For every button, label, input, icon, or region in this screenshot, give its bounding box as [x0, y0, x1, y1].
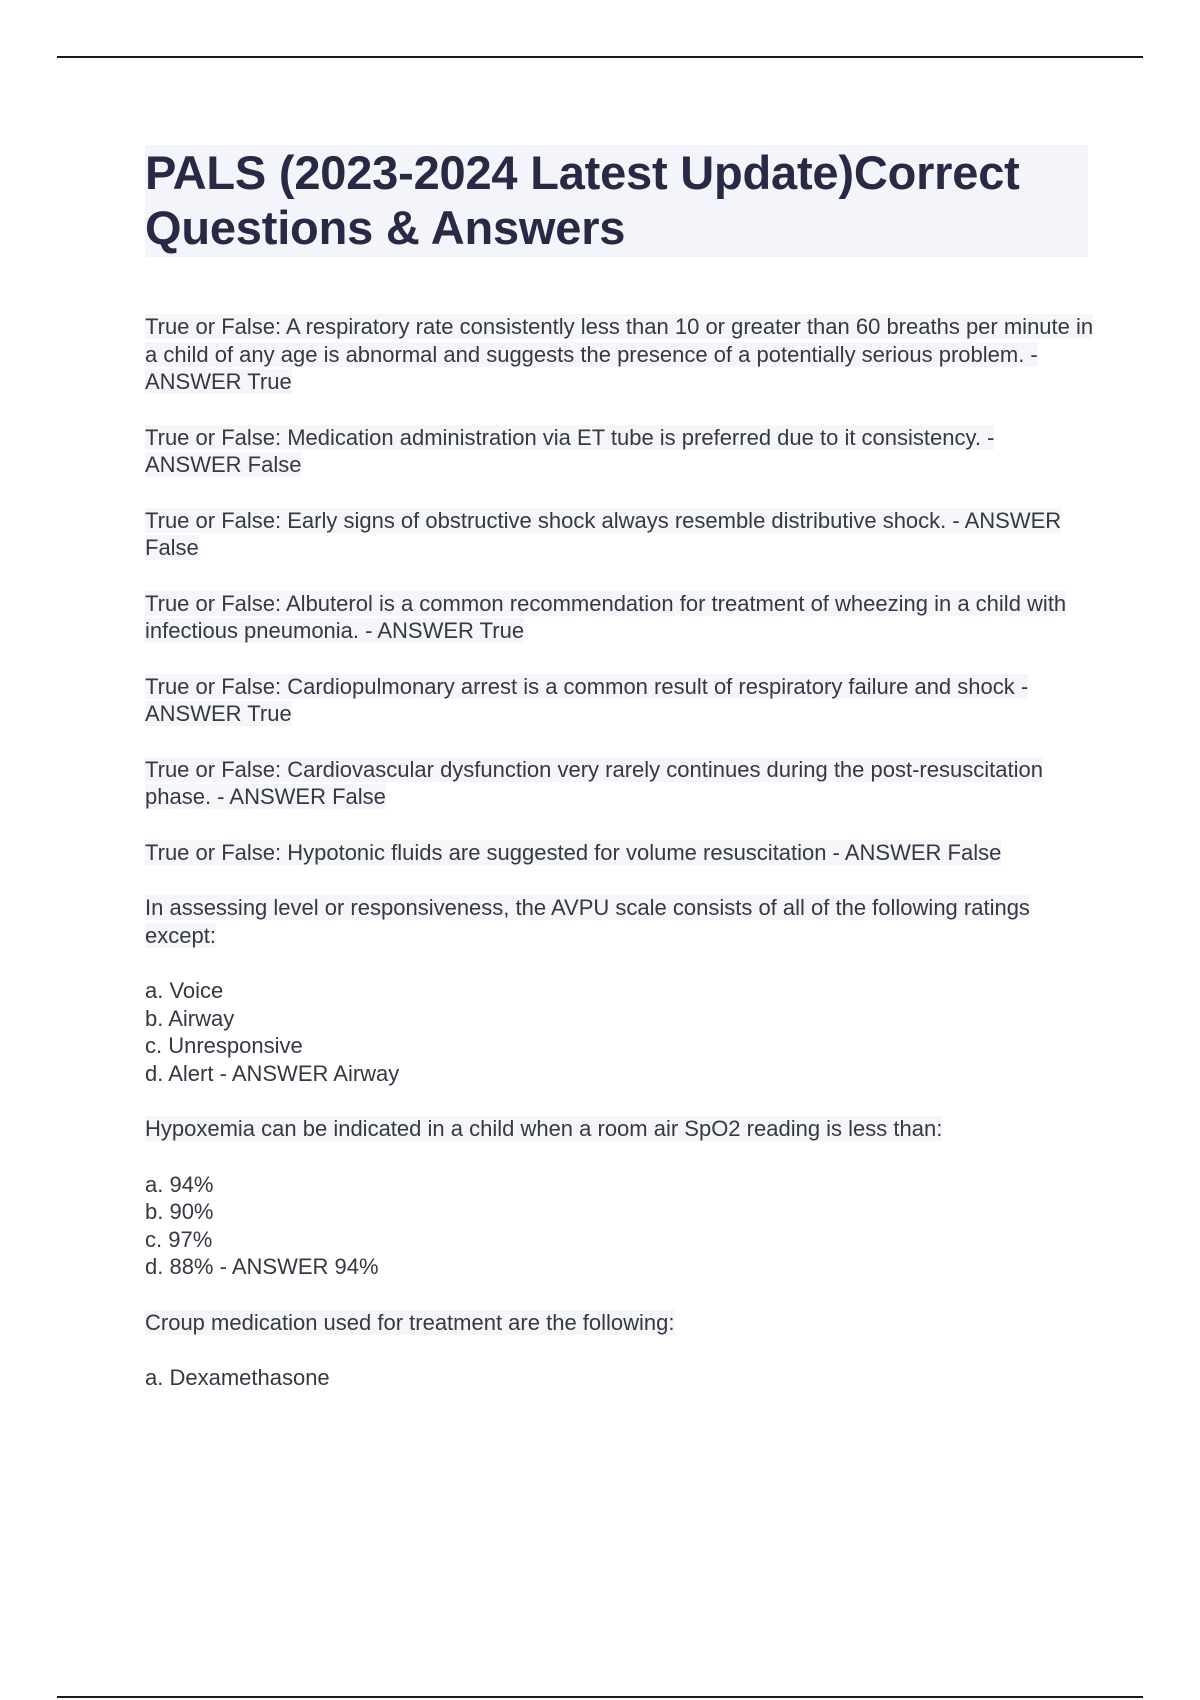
option-item	[145, 1364, 1095, 1392]
question-text: True or False: Early signs of obstructive shock always resemble distributive shock. - ANSWER False	[145, 507, 1062, 560]
option-item	[145, 1032, 1095, 1060]
top-rule	[57, 56, 1143, 58]
document-body	[145, 313, 1095, 1420]
question-text: Hypoxemia can be indicated in a child when a room air SpO2 reading is less than:	[145, 1116, 943, 1141]
option-text: a. Voice	[145, 978, 224, 1003]
question-text: True or False: A respiratory rate consistently less than 10 or greater than 60 breaths per minute in a child of any age is abnormal and suggests the presence of a potentially serious problem. - ANSWER True	[145, 314, 1094, 394]
question-text: True or False: Hypotonic fluids are suggested for volume resuscitation - ANSWER False	[145, 839, 1002, 865]
question-item	[145, 673, 1095, 728]
option-item	[145, 1226, 1095, 1254]
option-item	[145, 977, 1095, 1005]
question-item	[145, 507, 1095, 562]
bottom-rule	[57, 1696, 1143, 1698]
croup-question	[145, 1309, 1095, 1337]
question-text: In assessing level or responsiveness, the AVPU scale consists of all of the following ratings except:	[145, 895, 1030, 948]
option-item	[145, 1171, 1095, 1199]
option-item	[145, 1060, 1095, 1088]
question-item	[145, 590, 1095, 645]
option-text: c. 97%	[145, 1226, 213, 1252]
avpu-question	[145, 894, 1095, 949]
question-item	[145, 313, 1095, 396]
option-text: d. Alert - ANSWER Airway	[145, 1060, 400, 1086]
question-text: True or False: Cardiopulmonary arrest is a common result of respiratory failure and shock - ANSWER True	[145, 673, 1029, 726]
option-text: d. 88% - ANSWER 94%	[145, 1254, 379, 1279]
page-title: PALS (2023-2024 Latest Update)Correct Questions & Answers	[145, 145, 1088, 257]
hypoxemia-question	[145, 1115, 1095, 1143]
croup-options	[145, 1364, 1095, 1392]
option-item	[145, 1198, 1095, 1226]
option-text: b. 90%	[145, 1199, 214, 1224]
option-text: a. 94%	[145, 1171, 214, 1197]
option-text: a. Dexamethasone	[145, 1365, 330, 1390]
hypoxemia-options	[145, 1171, 1095, 1281]
avpu-options	[145, 977, 1095, 1087]
question-text: True or False: Albuterol is a common recommendation for treatment of wheezing in a child with infectious pneumonia. - ANSWER True	[145, 590, 1067, 643]
option-item	[145, 1253, 1095, 1281]
option-text: b. Airway	[145, 1005, 235, 1031]
question-text: Croup medication used for treatment are the following:	[145, 1309, 675, 1335]
question-item	[145, 424, 1095, 479]
option-item	[145, 1005, 1095, 1033]
question-item	[145, 839, 1095, 867]
option-text: c. Unresponsive	[145, 1033, 303, 1058]
question-item	[145, 756, 1095, 811]
question-text: True or False: Cardiovascular dysfunction very rarely continues during the post-resuscitation phase. - ANSWER False	[145, 756, 1043, 809]
question-text: True or False: Medication administration via ET tube is preferred due to it consistency. - ANSWER False	[145, 424, 995, 477]
